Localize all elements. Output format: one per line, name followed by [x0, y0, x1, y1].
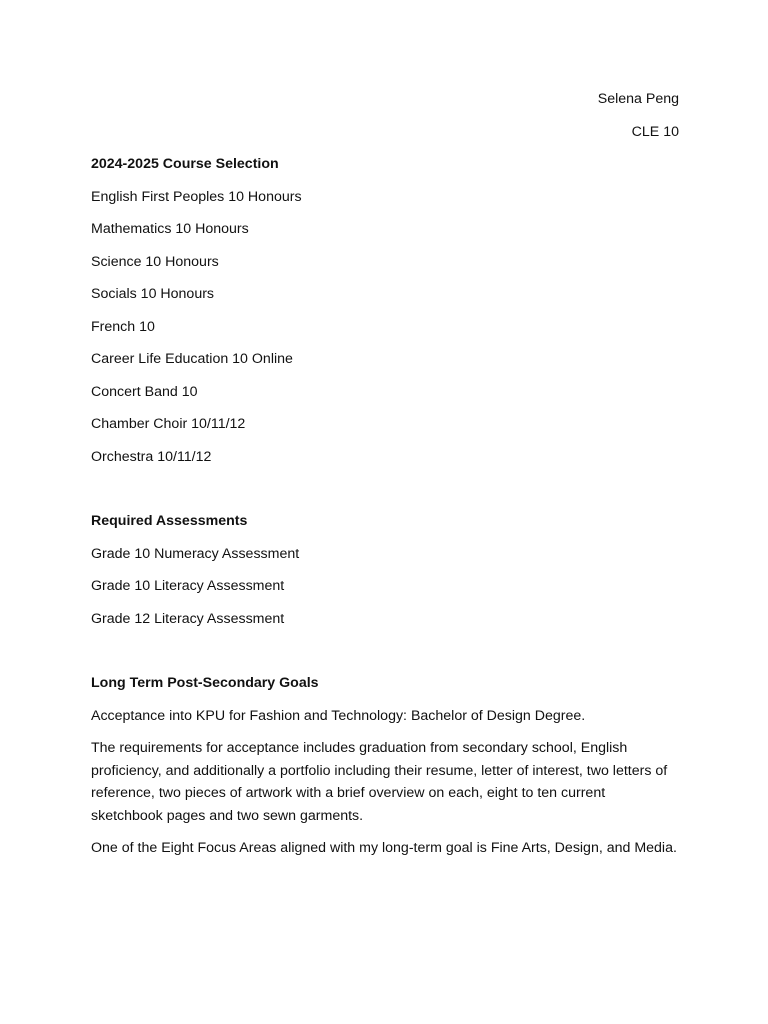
course-selection-heading: 2024-2025 Course Selection: [91, 156, 279, 172]
course-list: [91, 186, 679, 469]
list-item: French 10: [91, 318, 155, 335]
list-item: Grade 12 Literacy Assessment: [91, 610, 285, 627]
section-spacer: [91, 478, 679, 510]
assessment-list: [91, 543, 679, 631]
list-item: Career Life Education 10 Online: [91, 351, 293, 367]
list-item: Chamber Choir 10/11/12: [91, 416, 246, 432]
author-name: Selena Peng: [597, 91, 679, 107]
list-item: Grade 10 Literacy Assessment: [91, 578, 285, 594]
section-spacer: [91, 640, 679, 672]
focus-area-paragraph: One of the Eight Focus Areas aligned with my long-term goal is Fine Arts, Design, and Media.: [91, 840, 677, 856]
list-item: Mathematics 10 Honours: [91, 221, 249, 237]
list-item: Concert Band 10: [91, 383, 198, 400]
course-code: CLE 10: [631, 123, 679, 140]
list-item: Orchestra 10/11/12: [91, 448, 212, 465]
list-item: Grade 10 Numeracy Assessment: [91, 545, 300, 562]
goals-heading: Long Term Post-Secondary Goals: [91, 675, 319, 691]
document-body: [91, 88, 679, 870]
list-item: Socials 10 Honours: [91, 286, 215, 302]
requirements-paragraph: The requirements for acceptance includes graduation from secondary school, English proficiency, and additionally a portfolio including their resume, letter of interest, two letters of reference, two pieces of artwork with a brief overview on each, eight to ten current sketchbook pages and two sewn garments.: [91, 740, 668, 824]
list-item: Science 10 Honours: [91, 253, 219, 270]
list-item: English First Peoples 10 Honours: [91, 188, 302, 205]
goal-paragraph: Acceptance into KPU for Fashion and Technology: Bachelor of Design Degree.: [91, 707, 586, 724]
assessments-heading: Required Assessments: [91, 513, 248, 529]
